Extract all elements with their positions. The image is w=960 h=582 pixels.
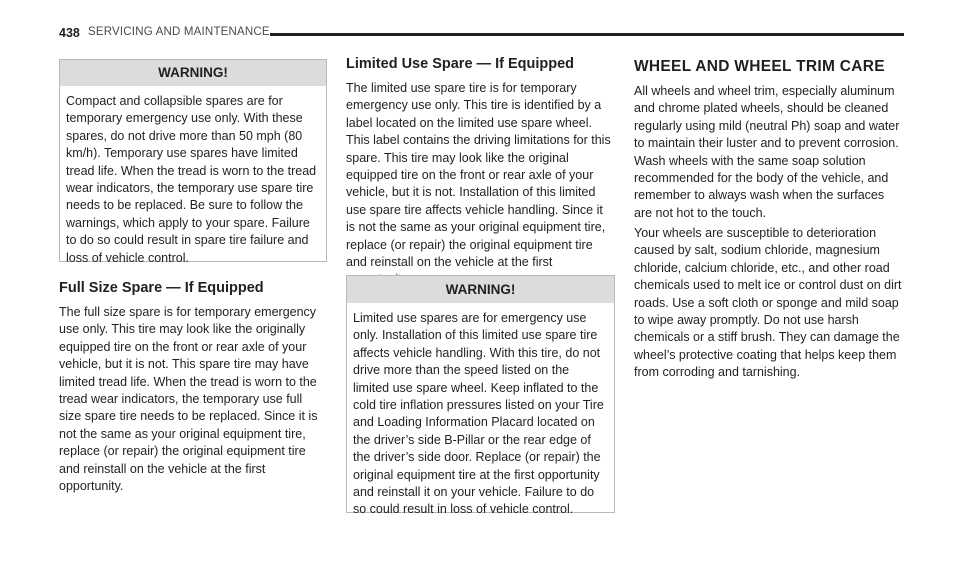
warning-box-limited-spares — [346, 275, 615, 517]
warning-text: Compact and collapsible spares are for temporary emergency use only. With these spares, do not drive more than 50 mph (80 km/h). Temporary use spares have limited tread life. When the tread is worn to the tread wear indicators, the temporary use spare tire needs to be replaced. Be sure to follow the warnings, which apply to your spare. Failure to do so could result in spare tire failure and loss of vehicle control. — [66, 94, 317, 265]
section-title: SERVICING AND MAINTENANCE — [88, 26, 270, 38]
header-rule — [270, 33, 904, 36]
page-number: 438 — [59, 26, 80, 40]
warning-title: WARNING! — [60, 60, 326, 86]
heading-full-size-spare: Full Size Spare — If Equipped — [59, 280, 264, 296]
heading-limited-use-spare: Limited Use Spare — If Equipped — [346, 56, 575, 72]
page-header — [59, 26, 904, 42]
heading-wheel-care: WHEEL AND WHEEL TRIM CARE — [634, 58, 885, 75]
full-size-spare-text: The full size spare is for temporary emergency use only. This tire may look like the originally equipped tire on the front or rear axle of your vehicle, but it is not. This spare tire may have limited tread life. When the tread is worn to the tread wear indicators, the temporary use full size spare tire needs to be replaced. Since it is not the same as your original equipment tire, replace (or repair) the original equipment tire and reinstall on the vehicle at the first opportunity. — [59, 305, 318, 494]
wheel-care-paragraph-1: All wheels and wheel trim, especially aluminum and chrome plated wheels, should be cleaned regularly using mild (neutral Ph) soap and water to maintain their luster and to prevent corrosion. Wash wheels with the same soap solution recommended for the body of the vehicle, and remember to always wash when the surfaces are not hot to the touch. — [634, 84, 900, 220]
warning-title: WARNING! — [347, 276, 614, 303]
wheel-care-paragraph-2: Your wheels are susceptible to deterioration caused by salt, sodium chloride, magnesium chloride, calcium chloride, etc., and other road chemicals used to melt ice or control dust on dirt roads. Use a soft cloth or sponge and mild soap to wipe away promptly. Do not use harsh chemicals or a stiff brush. They can damage the wheel’s protective coating that helps keep them from corroding and tarnishing. — [634, 226, 902, 380]
warning-text: Limited use spares are for emergency use only. Installation of this limited use spare tire affects vehicle handling. With this tire, do not drive more than the speed listed on the limited use spare wheel. Keep inflated to the cold tire inflation pressures listed on your Tire and Loading Information Placard located on the driver’s side B-Pillar or the rear edge of the driver’s side door. Replace (or repair) the original equipment tire at the first opportunity and reinstall it on your vehicle. Failure to do so could result in loss of vehicle control. — [353, 311, 604, 517]
warning-box-compact-spares — [59, 59, 327, 265]
limited-use-spare-text: The limited use spare tire is for temporary emergency use only. This tire is identified by a label located on the limited use spare wheel. This label contains the driving limitations for this spare. This tire may look like the original equipped tire on the front or rear axle of your vehicle, but it is not. Installation of this limited use spare tire affects vehicle handling. Since it is not the same as your original equipment tire, replace (or repair) the original equipment tire and reinstall on the vehicle at the first — [346, 81, 611, 270]
